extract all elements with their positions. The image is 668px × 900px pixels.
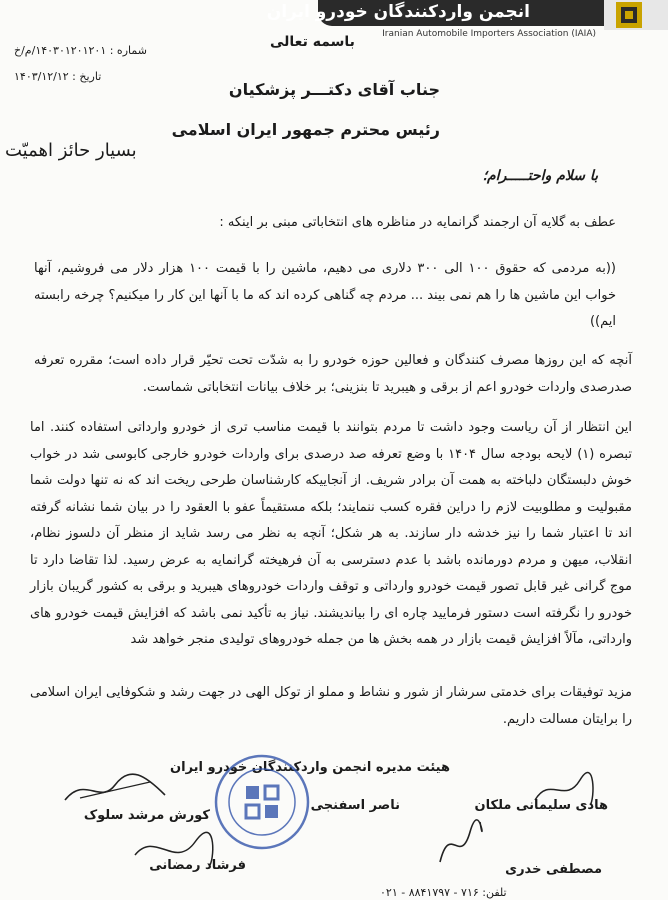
signatory-4: مصطفی خدری [505, 862, 602, 877]
iaia-logo-icon [610, 0, 666, 30]
footer-contact: تلفن: ۷۱۶ - ۸۸۴۱۷۹۷ - ۰۲۱ [380, 886, 507, 899]
signatory-3: کورش مرشد سلوک [83, 808, 210, 823]
signature-scribble-2 [430, 812, 490, 872]
paragraph-reference: عطف به گلایه آن ارجمند گرانمایه در مناظره های انتخاباتی مبنی بر اینکه : [219, 215, 616, 230]
signature-title: هیئت مدیره انجمن واردکنندگان خودرو ایران [170, 760, 450, 775]
urgency-note: بسیار حائز اهمیّت [5, 140, 137, 161]
signatory-5: فرشاد رمضانی [149, 858, 246, 873]
greeting: با سلام واحتـــــرام؛ [482, 168, 598, 184]
paragraph-request: این انتظار از آن ریاست وجود داشت تا مردم بتوانند با قیمت مناسب تری از خودرو وارداتی استفاده کنند. اما تبصره (۱) لایحه بودجه سال ۱۴۰۴ با وضع تعرفه صد درصدی برای واردات خودرو خارجی کابوسی شد در خواب خوش دلبستگان دلباخته به همت آن برادر شریف. از آنجاییکه کارشناسان طرحی ریخت اند که نه تنها دولت شما مقبولیت و مطلوبیت لازم را دراین فقره کسب ننمایند؛ بلکه مستقیماً عفو با العقود را در بیان شما نشانه گرفته اند تا اعتبار شما را نیز خدشه دار سازند. به هر شکل؛ آنچه به نظر می رسد شاید از منظر آن دلسوز نظام، انقلاب، میهن و مردم دورمانده باشد با عدم دسترسی به آن فرهیخته گرانمایه به عرض رسید. لذا تقاضا دارد تا موج گرانی غیر قابل تصور قیمت خودرو وارداتی و توقف واردات خودروهای هیبرید و برقی به کشور گریبان بازار خودرو را نگرفته است دستور فرمایید چاره ای را بیاندیشند. نیاز به تأکید نمی باشد که افزایش قیمت خودرو های وارداتی، مآلاً افزایش قیمت بازار در همه بخش ها من جمله خودروهای تولیدی منجر خواهد شد [30, 420, 632, 647]
association-name-fa: انجمن واردکنندگان خودرو ایران [266, 2, 530, 22]
association-stamp-icon [212, 752, 312, 852]
association-name-en: Iranian Automobile Importers Association (IAIA) [382, 29, 596, 39]
paragraph-tariff: آنچه که این روزها مصرف کنندگان و فعالین حوزه خودرو را به شدّت تحت تحیّر قرار داده است؛ مقرره تعرفه صدرصدی واردات خودرو اعم از برقی و هیبرید تا بنزینی؛ بر خلاف بیانات انتخاباتی شماست. [34, 353, 632, 395]
addressee-title: رئیس محترم جمهور ایران اسلامی [171, 120, 440, 139]
header-bar [266, 0, 610, 26]
signature-scribble-1 [60, 770, 170, 810]
paragraph-quote: ((به مردمی که حقوق ۱۰۰ الی ۳۰۰ دلاری می دهیم، ماشین را با قیمت ۱۰۰ هزار دلار می فروشیم، آنها خواب این ماشین ها را هم نمی بیند ... مردم چه گناهی کرده اند که ما با آنها این کار را میکنیم؟ چرخه رابسته ایم)) [34, 261, 616, 329]
paragraph-closing: مزید توفیقات برای خدمتی سرشار از شور و نشاط و مملو از توکل الهی در جهت رشد و شکوفایی ایران اسلامی را برایتان مسالت داریم. [30, 685, 632, 727]
letter-number: شماره : ۱۴۰۳۰۱۲۰۱۲۰۱/م/خ [14, 44, 147, 57]
addressee-name: جناب آقای دکتـــر پزشکیان [228, 80, 440, 99]
signatory-1: هادی سلیمانی ملکان [474, 798, 608, 813]
signatory-2: ناصر اسفنجی [310, 798, 400, 813]
letter-date: تاریخ : ۱۴۰۳/۱۲/۱۲ [14, 70, 102, 83]
bism-heading: باسمه تعالی [270, 34, 355, 50]
logo-box [604, 0, 668, 30]
